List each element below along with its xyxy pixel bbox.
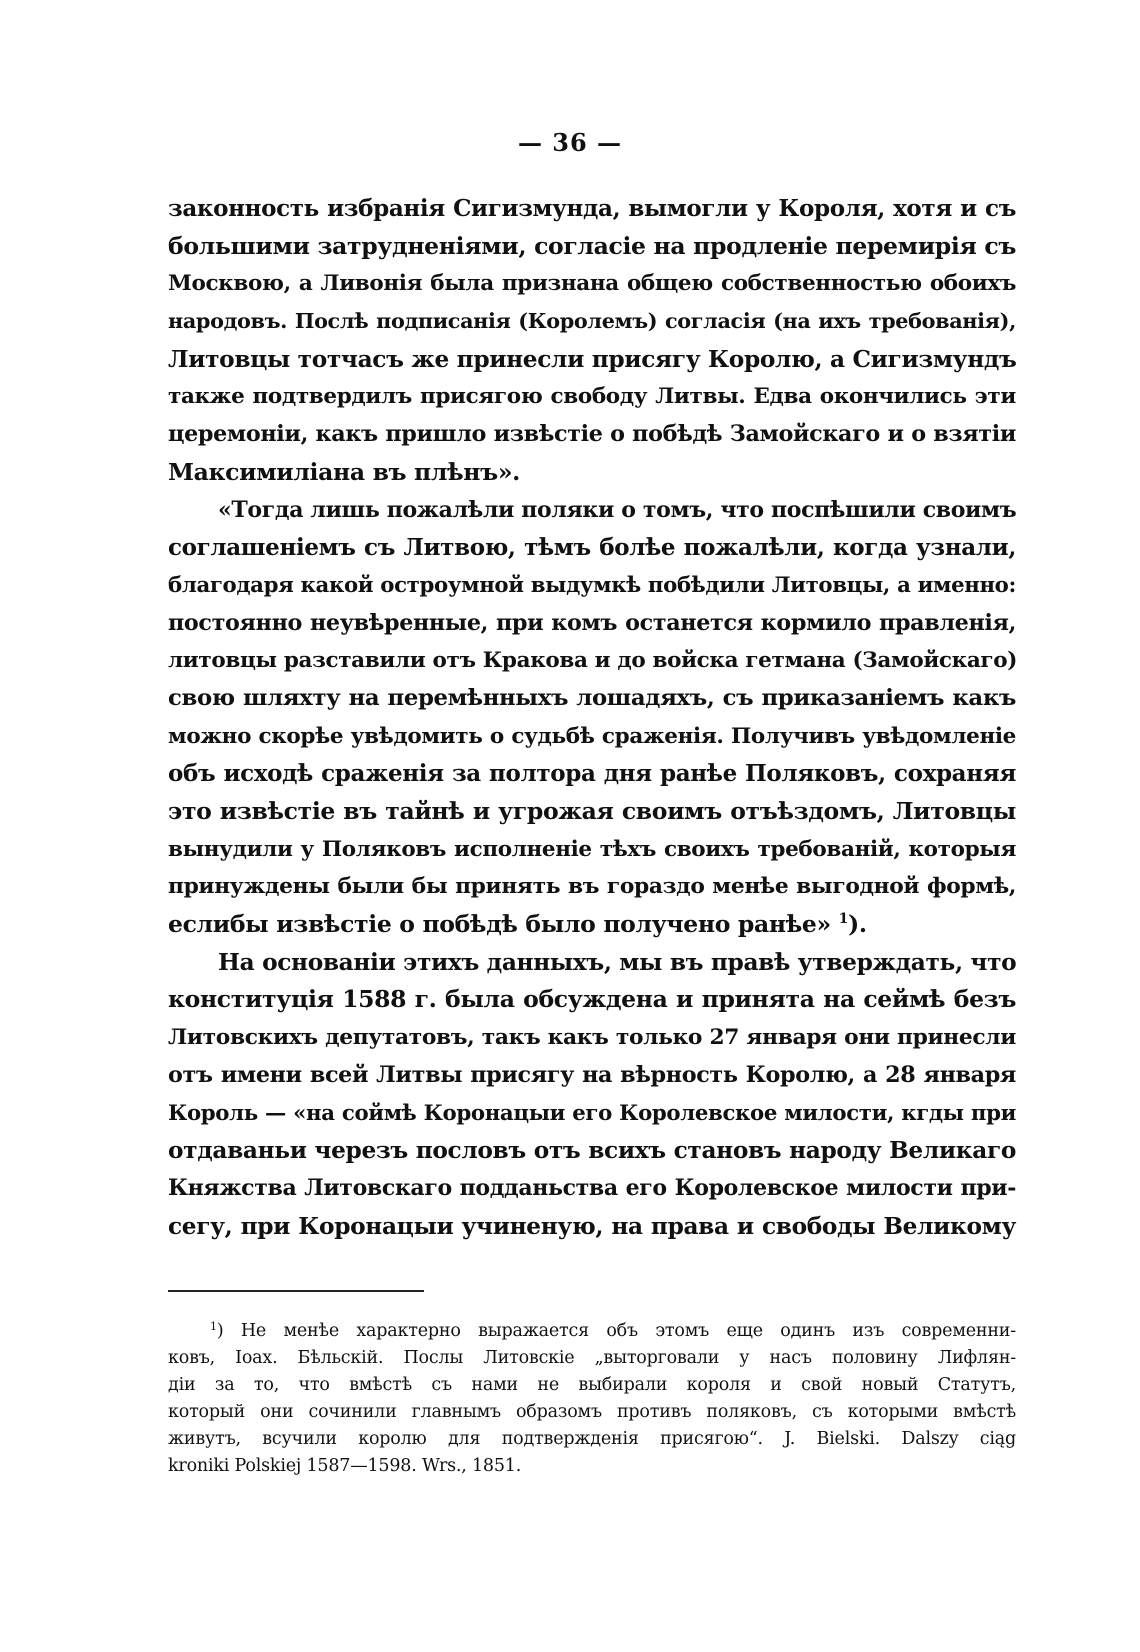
footnote [168,1318,1016,1480]
page-number: — 36 — [517,128,623,157]
text-line: Литовскихъ депутатовъ, такъ какъ только 27 января они принесли [168,1025,1016,1051]
text-line: Княжства Литовскаго подданьства его Королевское милости при- [168,1174,1016,1201]
text-line: принуждены были бы принять въ гораздо менѣе выгодной формѣ, [168,874,1016,900]
footnote-line: живутъ, всучили королю для подтвержденія присягою“. J. Bielski. Dalszy ciąg [168,1429,1016,1449]
footnote-line-text: ) Не менѣе характерно выражается объ этомъ еще одинъ изъ современни- [216,1321,1016,1341]
text-line: церемоніи, какъ пришло извѣстіе о побѣдѣ Замойскаго и о взятіи [168,421,1016,448]
text-line: отъ имени всей Литвы присягу на вѣрность Королю, а 28 января [168,1061,1016,1088]
text-line: законность избранія Сигизмунда, вымогли у Короля, хотя и съ [168,195,1016,222]
footnote-reference: 1 [838,911,849,928]
text-line: На основаніи этихъ данныхъ, мы въ правѣ утверждать, что [218,948,1017,976]
footnote-reference-close: ). [848,910,867,939]
text-line: отдаваньи черезъ пословъ отъ всихъ становъ народу Великаго [168,1137,1016,1165]
text-line: конституція 1588 г. была обсуждена и принята на сеймѣ безъ [168,985,1016,1014]
footnote-line: который они сочинили главнымъ образомъ противъ поляковъ, съ которыми вмѣстѣ [168,1402,1016,1422]
text-line: это извѣстіе въ тайнѣ и угрожая своимъ отъѣздомъ, Литовцы [168,797,1016,825]
text-line: также подтвердилъ присягою свободу Литвы. Едва окончились эти [168,384,1016,410]
main-text [168,190,1016,1245]
text-line: свою шляхту на перемѣнныхъ лошадяхъ, съ приказаніемъ какъ [168,684,1016,711]
text-line: объ исходѣ сраженія за полтора дня ранѣе Поляковъ, сохраняя [168,760,1016,788]
text-line [168,906,1016,944]
text-line-content: еслибы извѣстіе о побѣдѣ было получено ранѣе» [168,910,831,939]
text-line: соглашеніемъ съ Литвою, тѣмъ болѣе пожалѣли, когда узнали, [168,534,1016,562]
text-line: благодаря какой остроумной выдумкѣ побѣдили Литовцы, а именно: [168,572,1016,598]
text-line: народовъ. Послѣ подписанія (Королемъ) согласія (на ихъ требованія), [168,309,1016,334]
text-line: можно скорѣе увѣдомить о судьбѣ сраженія. Получивъ увѣдомленіе [168,723,1016,749]
text-line: Литовцы тотчасъ же принесли присягу Королю, а Сигизмундъ [168,345,1017,373]
footnote-line: kroniki Polskiej 1587—1598. Wrs., 1851. [168,1456,522,1476]
footnote-line: ковъ, Іоах. Бѣльскій. Послы Литовскіе „выторговали у насъ половину Лифлян- [168,1348,1016,1368]
text-line: сегу, при Коронацыи учиненую, на права и свободы Великому [168,1212,1016,1240]
text-line: постоянно неувѣренные, при комъ останется кормило правленія, [168,609,1016,636]
footnote-mark: 1 [210,1320,217,1333]
text-line: литовцы разставили отъ Кракова и до войска гетмана (Замойскаго) [168,648,1018,674]
text-line: Москвою, а Ливонія была признана общею собственностью обоихъ [168,271,1016,297]
footnote-divider [168,1290,424,1292]
text-line: большими затрудненіями, согласіе на продленіе перемирія съ [168,231,1016,260]
footnote-line [168,1318,1016,1345]
footnote-line: діи за то, что вмѣстѣ съ нами не выбирали короля и свой новый Статутъ, [168,1375,1016,1395]
text-line: вынудили у Поляковъ исполненіе тѣхъ своихъ требованій, которыя [168,836,1016,862]
text-line: «Тогда лишь пожалѣли поляки о томъ, что поспѣшили своимъ [218,496,1017,523]
text-line: Максимиліана въ плѣнъ». [168,457,521,486]
text-line: Король — «на соймѣ Коронацыи его Королевское милости, кгды при [168,1100,1016,1126]
